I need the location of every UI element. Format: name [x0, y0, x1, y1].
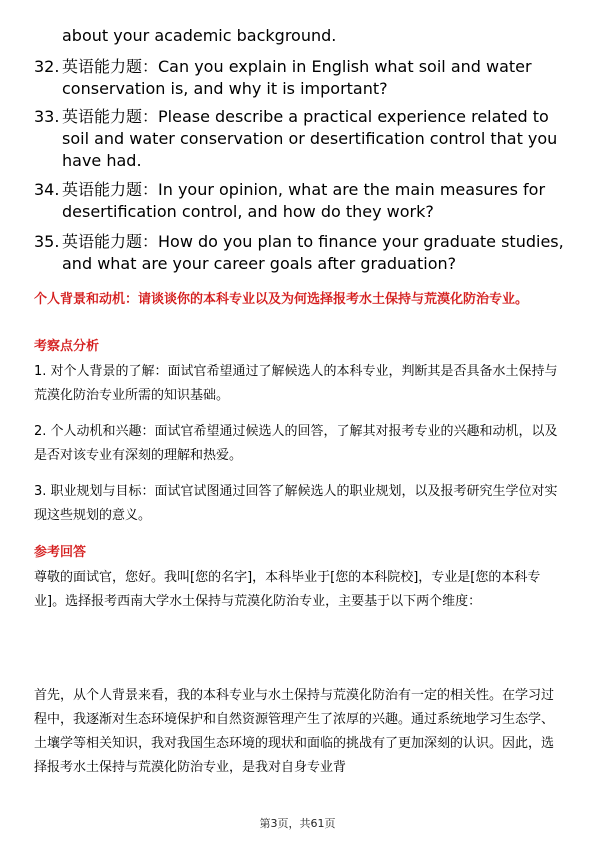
continued-question-line: about your academic background. — [62, 26, 337, 45]
question-number: 33. — [34, 107, 60, 126]
question-text: 英语能力题：Can you explain in English what soil and water conservation is, and why it is important? — [62, 57, 532, 98]
answer-body: 首先，从个人背景来看，我的本科专业与水土保持与荒漠化防治有一定的相关性。在学习过程中，我逐渐对生态环境保护和自然资源管理产生了浓厚的兴趣。通过系统地学习生态学、土壤学等相关知识，我对我国生态环境的现状和面临的挑战有了更加深刻的认识。因此，选择报考水土保持与荒漠化防治专业，是我对自身专业背 — [34, 688, 555, 775]
question-text: 英语能力题：Please describe a practical experience related to soil and water conservation or desertification control that you have had. — [62, 107, 558, 170]
answer-intro: 尊敬的面试官，您好。我叫[您的名字]，本科毕业于[您的本科院校]，专业是[您的本科专业]。选择报考西南大学水土保持与荒漠化防治专业，主要基于以下两个维度： — [34, 570, 541, 609]
question-number: 34. — [34, 180, 60, 199]
question-text: 英语能力题：In your opinion, what are the main measures for desertification control, and how do they work? — [62, 180, 546, 221]
question-number: 35. — [34, 232, 60, 251]
question-item — [34, 231, 564, 275]
analysis-point: 1. 对个人背景的了解：面试官希望通过了解候选人的本科专业，判断其是否具备水土保持与荒漠化防治专业所需的知识基础。 — [34, 364, 558, 403]
analysis-point: 3. 职业规划与目标：面试官试图通过回答了解候选人的职业规划，以及报考研究生学位对实现这些规划的意义。 — [34, 484, 558, 523]
analysis-heading: 考察点分析 — [34, 339, 100, 354]
question-number: 32. — [34, 57, 60, 76]
question-item — [34, 56, 564, 100]
page-footer: 第3页，共61页 — [259, 817, 336, 830]
question-item — [34, 179, 564, 223]
analysis-point: 2. 个人动机和兴趣：面试官希望通过候选人的回答，了解其对报考专业的兴趣和动机，以及是否对该专业有深刻的理解和热爱。 — [34, 424, 558, 463]
section-title: 个人背景和动机：请谈谈你的本科专业以及为何选择报考水土保持与荒漠化防治专业。 — [34, 292, 529, 307]
question-item — [34, 106, 564, 172]
answer-heading: 参考回答 — [34, 545, 87, 560]
question-text: 英语能力题：How do you plan to finance your graduate studies, and what are your career goals after graduation? — [62, 232, 564, 273]
